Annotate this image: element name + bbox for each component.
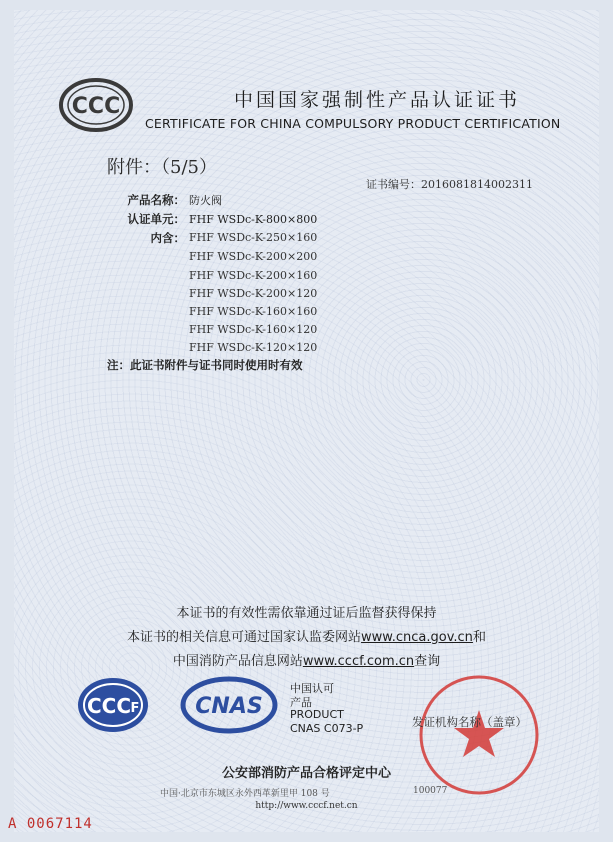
validity-line-1: 本证书的有效性需依靠通过证后监督获得保持	[176, 606, 437, 621]
certificate-number-label: 证书编号：	[366, 178, 421, 191]
serial-number: A 0067114	[8, 816, 93, 832]
title-english: CERTIFICATE FOR CHINA COMPULSORY PRODUCT CERTIFICATION	[145, 116, 561, 131]
product-name-label: 产品名称：	[127, 193, 185, 207]
issuer-label: 发证机构名称（盖章）	[412, 715, 527, 729]
ccc-f-logo-suffix: F	[130, 701, 140, 716]
title-chinese: 中国国家强制性产品认证证书	[234, 89, 521, 111]
address: 中国·北京市东城区永外西革新里甲 108 号	[160, 789, 330, 799]
cnas-info-line-4: CNAS C073-P	[290, 722, 364, 735]
validity-line-3-suffix: 查询	[414, 654, 441, 669]
validity-line-3	[0, 650, 613, 669]
certificate-number-value: 2016081814002311	[421, 178, 533, 191]
model-item: FHF WSDc-K-200×160	[189, 269, 318, 282]
cnas-logo-icon	[179, 676, 279, 734]
validity-line-2	[0, 626, 613, 645]
contains-row	[107, 230, 185, 246]
validity-line-2-text: 本证书的相关信息可通过国家认监委网站	[127, 630, 362, 645]
product-name-value: 防火阀	[189, 194, 222, 207]
cnca-link[interactable]: www.cnca.gov.cn	[361, 630, 473, 645]
model-item: FHF WSDc-K-160×160	[189, 305, 318, 318]
model-item: FHF WSDc-K-250×160	[189, 231, 318, 244]
validity-line-2-suffix: 和	[472, 630, 486, 645]
cnas-info-line-3: PRODUCT	[290, 708, 344, 721]
model-item: FHF WSDc-K-120×120	[189, 341, 318, 354]
certificate-page	[14, 10, 599, 832]
cnas-info-line-2: 产品	[290, 696, 312, 709]
ccc-f-logo-icon	[76, 676, 150, 734]
validity-note: 注：此证书附件与证书同时使用时有效	[107, 358, 303, 372]
cnas-logo-text: CNAS	[195, 694, 263, 719]
issuing-organization: 公安部消防产品合格评定中心	[221, 766, 391, 781]
ccc-logo-icon	[58, 77, 134, 133]
zip-code: 100077	[413, 786, 448, 796]
cert-unit-value: FHF WSDc-K-800×800	[189, 213, 318, 226]
contains-label: 内含：	[150, 231, 185, 245]
cert-unit-label: 认证单元：	[127, 212, 185, 226]
cert-unit-row	[107, 211, 317, 227]
product-name-row	[107, 192, 222, 208]
ccc-f-logo-text: CCC	[86, 694, 132, 718]
attachment-label: 附件：（5/5）	[107, 157, 217, 178]
model-item: FHF WSDc-K-200×120	[189, 287, 318, 300]
cccf-link[interactable]: www.cccf.com.cn	[302, 654, 415, 669]
validity-line-3-text: 中国消防产品信息网站	[172, 654, 303, 669]
cnas-info-line-1: 中国认可	[290, 682, 334, 695]
model-item: FHF WSDc-K-200×200	[189, 250, 318, 263]
certificate-number	[366, 176, 533, 192]
ccc-logo-text: CCC	[71, 94, 121, 119]
model-item: FHF WSDc-K-160×120	[189, 323, 318, 336]
website-url[interactable]: http://www.cccf.net.cn	[255, 801, 358, 811]
